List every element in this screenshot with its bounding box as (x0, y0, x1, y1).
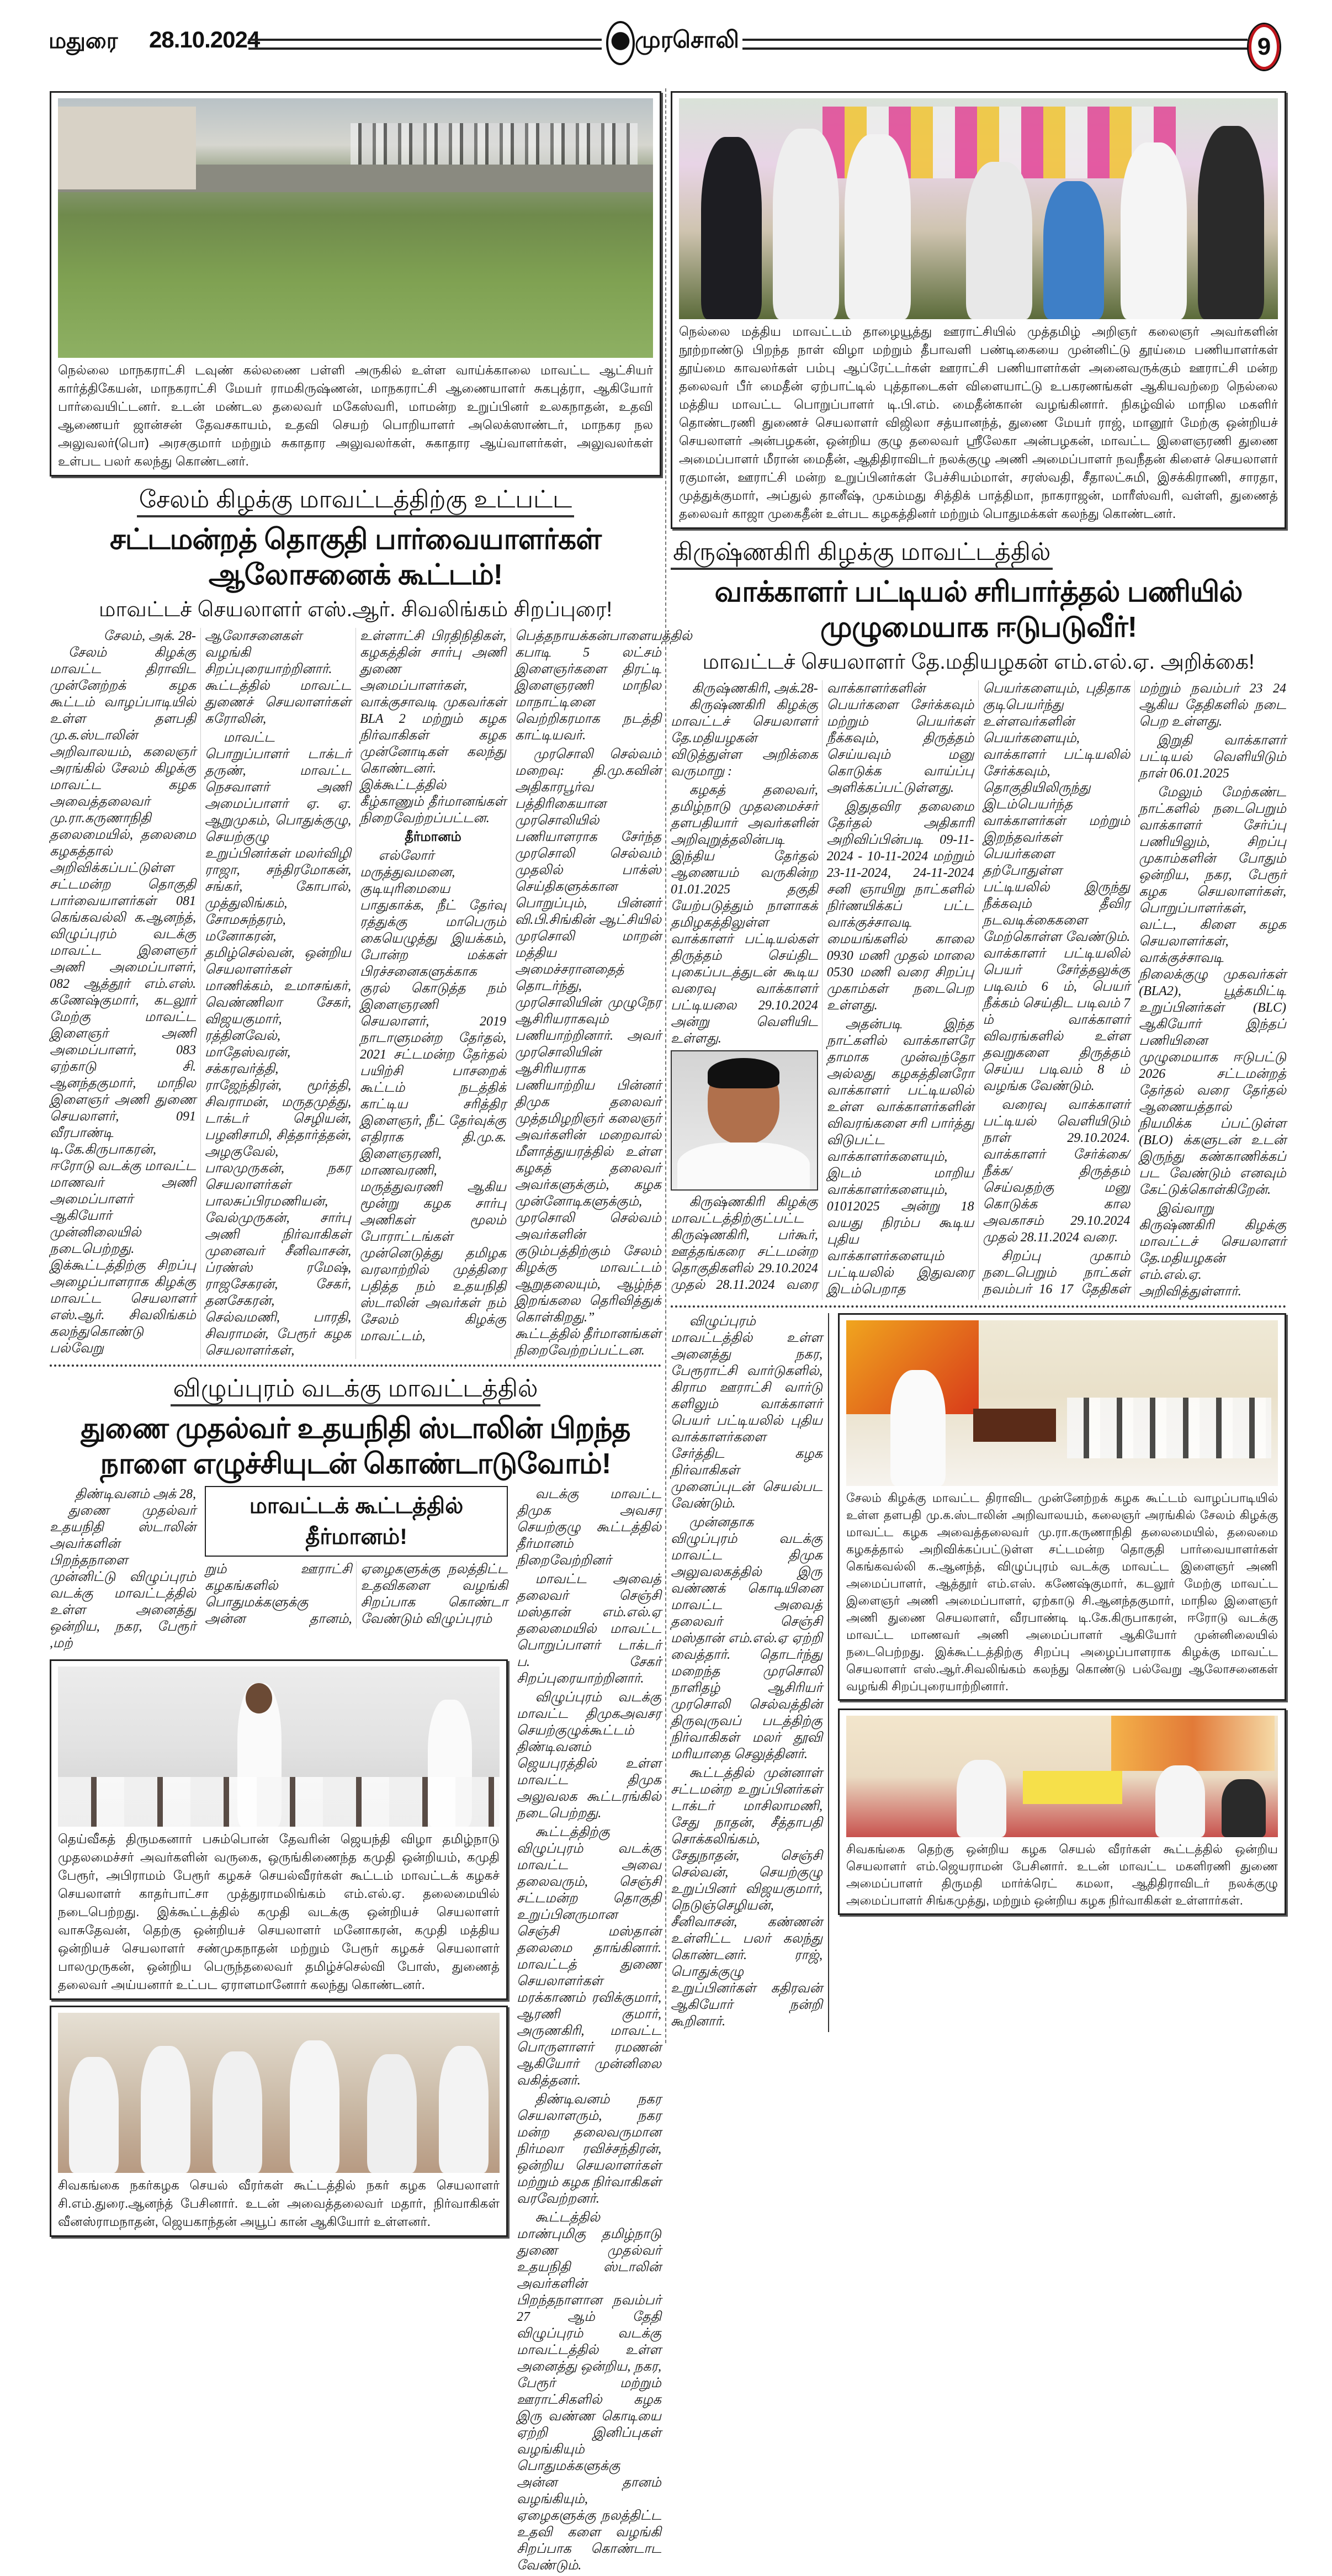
header-rule-left (248, 39, 602, 50)
section-divider (50, 1364, 661, 1367)
salem-paragraph: மாவட்ட பொறுப்பாளர் டாக்டர் தருண், மாவட்ட நெசவாளர் அணி அமைப்பாளர் ஏ. ஏ. ஆறுமுகம், பொதுக்குழு, செயற்குழு உறுப்பினர்கள் மலர்விழி ராஜா, சந்திரமோகன், சங்கர், கோபால், முத்துலிங்கம், சோமசுந்தரம், மனோகரன், தமிழ்செல்வன், ஒன்றிய செயலாளர்கள் மாணிக்கம், உமாசங்கர், வெண்ணிலா சேகர், விஜயகுமார், ரத்தினவேல், மாதேஸ்வரன், சக்கரவர்த்தி, ராஜேந்திரன், மூர்த்தி, சிவராமன், மருதமுத்து, டாக்டர் செழியன், பழனிசாமி, சித்தார்த்தன், அழகுவேல், பாலமுருகன், நகர செயலாளர்கள் பாலசுப்பிரமணியன், வேல்முருகன், சார்பு அணி நிர்வாகிகள் முனைவர் சீனிவாசன், ப்ரண்ஸ் ரமேஷ், ராஜசேகரன், சேகர், தனசேகரன், செல்வமணி, பாரதி, சிவராமன், பேரூர் கழக செயலாளர்கள், உள்ளாட்சி பிரதிநிதிகள், கழகத்தின் சார்பு அணி துணை அமைப்பாளர்கள், வாக்குசாவடி முகவர்கள் BLA 2 மற்றும் கழக நிர்வாகிகள் கழக முன்னோடிகள் கலந்து கொண்டனர். இக்கூட்டத்தில் கீழ்காணும் தீர்மானங்கள் நிறைவேற்றப்பட்டன. (205, 629, 506, 1358)
left-half (50, 91, 692, 2576)
villupuram-left-block (50, 1486, 508, 2237)
villupuram-paragraph: முன்னதாக விழுப்புரம் வடக்கு மாவட்ட திமுக அலுவலகத்தில் இரு வண்ணக் கொடியினை மாவட்ட அவைத் தலைவர் செஞ்சி மஸ்தான் எம்.எல்.ஏ ஏற்றி வைத்தார். தொடர்ந்து மறைந்த முரசொலி நாளிதழ் ஆசிரியர் முரசொலி செல்வத்தின் திருவுருவப் படத்திற்கு நிர்வாகிகள் மலர் தூவி மரியாதை செலுத்தினர். (671, 1515, 822, 1762)
villupuram-box-block (205, 1486, 508, 1628)
salem-dateline: சேலம், அக். 28- (103, 629, 196, 643)
salem-kicker (50, 483, 661, 516)
krishnagiri-paragraph: கிருஷ்ணகிரி கிழக்கு மாவட்டச் செயலாளர் தே.மதியழகன் விடுத்துள்ள அறிக்கை வருமாறு : (671, 698, 818, 779)
photo-thazhaiyuthu-event (679, 98, 1278, 319)
portrait-mathiyazhagan (671, 1050, 818, 1191)
photo-salem-meeting (846, 1320, 1278, 1486)
villupuram-lead-row (50, 1486, 508, 1654)
villupuram-mid-text (205, 1561, 508, 1628)
krishnagiri-kicker (671, 536, 1286, 569)
photo-kamuthi-meeting (58, 1667, 500, 1827)
photo-canal-inspection (58, 98, 653, 358)
rising-sun-logo-icon (606, 21, 635, 65)
krishnagiri-paragraph: இதுதவிர தலைமை தேர்தல் அதிகாரி அறிவிப்பின்படி 09-11-2024 - 10-11-2024 மற்றும் 23-11-2024, 24-11-2024 சனி ஞாயிறு நாட்களில் நிர்ணயிக்கப் பட்ட வாக்குச்சாவடி மையங்களில் காலை 0930 மணி முதல் மாலை 0530 மணி வரை சிறப்பு முகாம்கள் நடைபெற உள்ளது. (826, 800, 974, 1013)
photo-caption: நெல்லை மாநகராட்சி டவுண் கல்லணை பள்ளி அருகில் உள்ள வாய்க்காலை மாவட்ட ஆட்சியர் கார்த்திகேயன், மாநகராட்சி மேயர் ராமகிருஷ்ணன், மாநகராட்சி ஆணையாளர் சுகபுத்ரா, ஆகியோர் பார்வையிட்டனர். உடன் மண்டல தலைவர் மகேஸ்வரி, மாமன்ற உறுப்பினர் உலகநாதன், உதவி ஆணையர் ஜான்சன் தேவசகாயம், உதவி செயற் பொறியாளர் அலெக்ஸாண்டர், மாநகர நல அலுவலர்(பொ) அரசகுமார் மற்றும் சுகாதார அலுவலர்கள், சுகாதார ஆய்வாளர்கள், அலுவலர்கள் உள்பட பலர் கலந்து கொண்டனர். (58, 363, 653, 468)
section-divider (671, 1305, 1286, 1308)
krishnagiri-paragraph: கழகத் தலைவர், தமிழ்நாடு முதலமைச்சர் தளபதியார் அவர்களின் அறிவுறுத்தலின்படி இந்திய தேர்தல் ஆணையம் வருகின்ற 01.01.2025 தகுதி யேற்படுத்தும் நாளாகக் தமிழகத்திலுள்ள வாக்காளர் பட்டியல்கள் திருத்தம் செய்திட புகைப்படத்துடன் கூடிய வரைவு வாக்காளர் பட்டியலை 29.10.2024 அன்று வெளியிட உள்ளது. (671, 783, 818, 1046)
salem-headline: சட்டமன்றத் தொகுதி பார்வையாளர்கள் ஆலோசனைக் கூட்டம்! (109, 523, 602, 591)
photo-caption: சேலம் கிழக்கு மாவட்ட திராவிட முன்னேற்றக் கழக கூட்டம் வாழப்பாடியில் உள்ள தளபதி மு.க.ஸ்டாலின் அறிவாலயம், கலைஞர் அரங்கில் சேலம் கிழக்கு மாவட்ட கழக அவைத்தலைவர் மு.ரா.கருணாநிதி தலைமையில், தலைமை கழகத்தால் அறிவிக்கப்பட்டுள்ள சட்டமன்ற தொகுதி பார்வையாளர்கள் கெங்கவல்லி க.ஆனந்த், விழுப்புரம் வடக்கு மாவட்ட இளைஞர் அணி அமைப்பாளர், ஆத்தூர் எம்.எஸ். கணேஷ்குமார், கடலூர் மேற்கு மாவட்ட இளைஞர் அணி அமைப்பாளர், ஏற்காடு சி.ஆனந்தகுமார், மாநில இளைஞர் அணி துணை செயலாளர், வீரபாண்டி டி.கே.கிருபாகரன், ஈரோடு வடக்கு மாவட்ட மாணவர் அணி அமைப்பாளர் ஆகியோர் முன்னிலையில் நடைபெற்றது. இக்கூட்டத்திற்கு சிறப்பு அழைப்பாளராக கிழக்கு மாவட்ட செயலாளர் எஸ்.ஆர்.சிவலிங்கம் கலந்து கொண்டு பல்வேறு ஆலோசனைகள் வழங்கி சிறப்புரையாற்றினார். (846, 1491, 1278, 1693)
krishnagiri-paragraph: கிருஷ்ணகிரி கிழக்கு மாவட்டத்திற்குட்பட்ட கிருஷ்ணகிரி, பர்கூர், ஊத்தங்கரை சட்டமன்ற தொகுதிகளில் 29.10.2024 முதல் 28.11.2024 வரை வாக்காளர்களின் பெயர்களை சேர்க்கவும் மற்றும் பெயர்கள் நீக்கவும், திருத்தம் செய்யவும் மனு கொடுக்க வாய்ப்பு அளிக்கப்பட்டுள்ளது. (671, 681, 974, 1292)
photo-box-thazhaiyuthu-event (671, 91, 1286, 529)
villupuram-paragraph: கூட்டத்திற்கு விழுப்புரம் வடக்கு மாவட்ட அவை தலைவரும், செஞ்சி சட்டமன்ற தொகுதி உறுப்பினருமான செஞ்சி மஸ்தான் தலைமை தாங்கினார். மாவட்டத் துணை செயலாளர்கள் மரக்காணம் ரவிக்குமார், ஆரணி குமார், அருணகிரி, மாவட்ட பொருளாளர் ரமணன் ஆகியோர் முன்னிலை வகித்தனர். (517, 1825, 661, 2088)
villupuram-paragraph: திண்டிவனம் நகர செயலாளரும், நகர மன்ற தலைவருமான நிர்மலா ரவிச்சந்திரன், ஒன்றிய செயலாளர்கள் மற்றும் கழக நிர்வாகிகள் வரவேற்றனர். (517, 2092, 661, 2206)
villupuram-paragraph: மாவட்ட அவைத் தலைவர் செஞ்சி மஸ்தான் எம்.எல்.ஏ தலைமையில் மாவட்ட பொறுப்பாளர் டாக்டர் ப. சேகர் சிறப்புரையாற்றினார். (517, 1572, 661, 1686)
photo-box-sivagangai-south (838, 1708, 1286, 1915)
villupuram-paragraph: கூட்டத்தில் மாண்புமிகு தமிழ்நாடு துணை முதல்வர் உதயநிதி ஸ்டாலின் அவர்களின் பிறந்தநாளான நவம்பர் 27 ஆம் தேதி விழுப்புரம் வடக்கு மாவட்டத்தில் உள்ள அனைத்து ஒன்றிய, நகர, பேரூர் மற்றும் ஊராட்சிகளில் கழக இரு வண்ண கொடியை ஏற்றி இனிப்புகள் வழங்கியும் பொதுமக்களுக்கு அன்ன தானம் வழங்கியும், ஏழைகளுக்கு நலத்திட்ட உதவி களை வழங்கி சிறப்பாக கொண்டாட வேண்டும். (517, 2210, 661, 2573)
salem-paragraph: சேலம் கிழக்கு மாவட்ட திராவிட முன்னேற்றக் கழக கூட்டம் வாழப்பாடியில் உள்ள தளபதி மு.க.ஸ்டாலின் அறிவாலயம், கலைஞர் அரங்கில் சேலம் கிழக்கு மாவட்ட கழக அவைத்தலைவர் மு.ரா.கருணாநிதி தலைமையில், தலைமை கழகத்தால் அறிவிக்கப்பட்டுள்ள சட்டமன்ற தொகுதி பார்வையாளர்கள் 081 கெங்கவல்லி க.ஆனந்த், விழுப்புரம் வடக்கு மாவட்ட இளைஞர் அணி அமைப்பாளர், 082 ஆத்தூர் எம்.எஸ். கணேஷ்குமார், கடலூர் மேற்கு மாவட்ட இளைஞர் அணி அமைப்பாளர், 083 ஏற்காடு சி. ஆனந்தகுமார், மாநில இளைஞர் அணி துணை செயலாளர், 091 வீரபாண்டி டி.கே.கிருபாகரன், ஈரோடு வடக்கு மாவட்ட மாணவர் அணி அமைப்பாளர் ஆகியோர் முன்னிலையில் நடைபெற்றது. இக்கூட்டத்திற்கு சிறப்பு அழைப்பாளராக கிழக்கு மாவட்ட செயலாளர் எஸ்.ஆர். சிவலிங்கம் கலந்துகொண்டு பல்வேறு ஆலோசனைகள் வழங்கி சிறப்புரையாற்றினார். கூட்டத்தில் மாவட்ட துணைச் செயலாளர்கள் கரோலின், (50, 629, 351, 1356)
photo-caption: சிவகங்கை நகர்கழக செயல் வீரர்கள் கூட்டத்தில் நகர் கழக செயலாளர் சி.எம்.துரை.ஆனந்த் பேசினார். உடன் அவைத்தலைவர் மதார், நிர்வாகிகள் வீனஸ்ராமநாதன், ஜெயகாந்தன் அயூப் கான் ஆகியோர் உள்ளனர். (58, 2178, 500, 2229)
bottom-right-photos (838, 1313, 1286, 1915)
villupuram-article-continued (671, 1313, 829, 2032)
villupuram-kicker-text: விழுப்புரம் வடக்கு மாவட்டத்தில் (171, 1375, 540, 1406)
villupuram-kicker (50, 1372, 661, 1405)
salem-resolution-heading: தீர்மானம் (405, 830, 461, 844)
krishnagiri-dateline: கிருஷ்ணகிரி, அக்.28- (692, 681, 818, 696)
header-rule-right (742, 39, 1248, 50)
villupuram-resolution-box: மாவட்டக் கூட்டத்தில் தீர்மானம்! (205, 1486, 508, 1557)
photo-caption: தெய்வீகத் திருமகனார் பசும்பொன் தேவரின் ஜெயந்தி விழா தமிழ்நாடு முதலமைச்சர் அவர்களின் வருகை, ஒருங்கிணைந்த கமுதி ஒன்றியம், கமுதி பேரூர், அபிராமம் பேரூர் கழகச் செயல்வீரர்கள் கூட்டம் மாவட்டக் கழகச் செயலாளர் காதர்பாட்சா முத்துராமலிங்கம் எம்.எல்.ஏ. தலைமையில் நடைபெற்றது. இக்கூட்டத்தில் கமுதி வடக்கு ஒன்றியச் செயலாளர் வாசுதேவன், தெற்கு ஒன்றியச் செயலாளர் மனோகரன், கமுதி மத்திய ஒன்றியச் செயலாளர் சண்முகநாதன் மற்றும் பேரூர் கழகச் செயலாளர் பாலமுருகன், ஒன்றிய பெருந்தலைவர் தமிழ்ச்செல்வி போஸ், துணைத் தலைவர் அய்யனார் உட்பட ஏராளமானோர் கலந்து கொண்டனர். (58, 1832, 500, 1992)
photo-caption: சிவகங்கை தெற்கு ஒன்றிய கழக செயல் வீரர்கள் கூட்டத்தில் ஒன்றிய செயலாளர் எம்.ஜெயராமன் பேசினார். உடன் மாவட்ட மகளிரணி துணை அமைப்பாளர் திருமதி மார்க்ரெட் கமலா, ஆதிதிராவிடர் நலக்குழு அமைப்பாளர் சிங்கமுத்து, மற்றும் ஒன்றிய கழக நிர்வாகிகள் உள்ளார்கள். (846, 1842, 1278, 1907)
krishnagiri-paragraph: சிறப்பு முகாம் நடைபெறும் நாட்கள் நவம்பர் 16 17 தேதிகள் மற்றும் நவம்பர் 23 24 ஆகிய தேதிகளில் நடை பெற உள்ளது. (983, 681, 1286, 1297)
photo-sivagangai-south (846, 1716, 1278, 1837)
column-divider (665, 88, 666, 2043)
villupuram-paragraph: விழுப்புரம் மாவட்டத்தில் உள்ள அனைத்து நகர, பேரூராட்சி வார்டுகளில், கிராம ஊராட்சி வார்டு களிலும் வாக்காளர் பெயர் பட்டியலில் புதிய வாக்காளர்களை சேர்த்திட கழக நிர்வாகிகள் முனைப்புடன் செயல்பட வேண்டும். (671, 1314, 822, 1511)
villupuram-dateline: திண்டிவனம் அக் 28, (75, 1487, 196, 1501)
edition-date: 28.10.2024 (149, 27, 260, 52)
krishnagiri-headline: வாக்காளர் பட்டியல் சரிபார்த்தல் பணியில் முழுமையாக ஈடுபடுவீர்! (714, 576, 1243, 643)
right-half (671, 91, 1286, 2032)
salem-subheadline: மாவட்டச் செயலாளர் எஸ்.ஆர். சிவலிங்கம் சிறப்புரை! (98, 598, 613, 621)
villupuram-lead-column (50, 1486, 196, 1654)
page-number-badge: 9 (1249, 24, 1280, 70)
krishnagiri-paragraph: அதன்படி இந்த நாட்களில் வாக்காளரே தாமாக முன்வந்தோ அல்லது கழகத்தினரோ வாக்காளர் பட்டியலில் உள்ள வாக்காளர்களின் விவரங்களை சரி பார்த்து விடுபட்ட வாக்காளர்களையும், இடம் மாறிய வாக்காளர்களையும், 01012025 அன்று 18 வயது நிரம்ப கூடிய புதிய வாக்காளர்களையும் பட்டியலில் இதுவரை இடம்பெறாத பெயர்களையும், புதிதாக குடிபெயர்ந்து உள்ளவர்களின் பெயர்களையும், வாக்காளர் பட்டியலில் சேர்க்கவும், தொகுதியிலிருந்து இடம்பெயர்ந்த வாக்காளர்கள் மற்றும் இறந்தவர்கள் பெயர்களை தற்போதுள்ள பட்டியலில் இருந்து நீக்கவும் தீவிர நடவடிக்கைகளை மேற்கொள்ள வேண்டும். வாக்காளர் பட்டியலில் பெயர் சேர்த்தலுக்கு படிவம் 6 ம், பெயர் நீக்கம் செய்திட படிவம் 7 ம் வாக்காளர் விவரங்களில் உள்ள தவறுகளை திருத்தம் செய்ய படிவம் 8 ம் வழங்க வேண்டும். (826, 681, 1131, 1297)
salem-paragraph: முரசொலி செல்வம் மறைவு: தி.மு.கவின் அதிகாரபூர்வ பத்திரிகையான முரசொலியில் பணியாளராக சேர்ந்த முரசொலி செல்வம் முதலில் பாக்ஸ் செய்திகளுக்கான பொறுப்பும், பின்னர் வி.பி.சிங்கின் ஆட்சியில் முரசொலி மாறன் மத்திய அமைச்சரானதைத் தொடர்ந்து, முரசொலியின் முழுநேர ஆசிரியராகவும் பணியாற்றினார். அவர் முரசொலியின் ஆசிரியராக பணியாற்றிய பின்னர் திமுக தலைவர் முத்தமிழறிஞர் கலைஞர் அவர்களின் மறைவால் மீளாத்துயரத்தில் உள்ள கழகத் தலைவர் அவர்களுக்கும், கழக முன்னோடிகளுக்கும், முரசொலி செல்வம் அவர்களின் குடும்பத்திற்கும் சேலம் கிழக்கு மாவட்டம் ஆறுதலையும், ஆழ்ந்த இறங்கலை தெரிவித்துக் கொள்கிறது.” கூட்டத்தில் தீர்மானங்கள் நிறைவேற்றப்பட்டன. (515, 747, 661, 1358)
krishnagiri-paragraph: இவ்வாறு கிருஷ்ணகிரி கிழக்கு மாவட்டச் செயலாளர் தே.மதியழகன் எம்.எல்.ஏ. அறிவித்துள்ளார். (1139, 1202, 1286, 1299)
villupuram-paragraph: வடக்கு மாவட்ட திமுக அவசர செயற்குழு கூட்டத்தில் தீர்மானம் நிறைவேற்றினர் (517, 1487, 661, 1568)
photo-box-salem-meeting (838, 1313, 1286, 1701)
photo-sivagangai-town (58, 2013, 500, 2173)
krishnagiri-paragraph: இறுதி வாக்காளர் பட்டியல் வெளியிடும் நாள் 06.01.2025 (1139, 733, 1286, 781)
salem-article-body (50, 628, 692, 1359)
photo-box-kamuthi-meeting (50, 1659, 508, 2000)
krishnagiri-article-body (671, 680, 1286, 1300)
photo-caption: நெல்லை மத்திய மாவட்டம் தாழையூத்து ஊராட்சியில் முத்தமிழ் அறிஞர் கலைஞர் அவர்களின் நூற்றாண்டு பிறந்த நாள் விழா மற்றும் தீபாவளி பண்டிகையை முன்னிட்டு தூய்மை பணியாளர்கள் தூய்மை காவலர்கள் பம்பு ஆப்ரேட்டர்கள் ஊராட்சி பணியாளர்கள் அனைவருக்கும் ஊராட்சி மன்ற தலைவர் பீர் மைதீன் ஏற்பாட்டில் புத்தாடைகள் விளையாட்டு உபகரணங்கள் ஆகியவற்றை நெல்லை மத்திய மாவட்ட பொறுப்பாளர் டி.பி.எம். மைதீன்கான் வழங்கினார். நிகழ்வில் மாநில மகளிர் தொண்டரணி துணைச் செயலாளர் விஜிலா சத்யானந்த், துணை மேயர் ராஜ், மானூர் மேற்கு ஒன்றியச் செயலாளர் அன்பழகன், ஒன்றிய குழு தலைவர் ஸ்ரீலேகா அன்பழகன், மாவட்ட இளைஞரணி துணை அமைப்பாளர் மீரான் மைதீன், ஆதிதிராவிடர் நலக்குழு அணி அமைப்பாளர் நவநீதன் கிளைச் செயலாளர் ரகுமான், ஊராட்சி மன்ற உறுப்பினர்கள் பேச்சியம்மாள், சரஸ்வதி, சீதாலட்சுமி, இசக்கிராணி, சாரதா, முத்துக்குமார், அப்துல் தானீஷ், முகம்மது சித்திக் பாத்திமா, நாகராஜன், மாரீஸ்வரி, வள்ளி, துணைத் தலைவர் காஜா முகைதீன் உள்பட கழகத்தினர் மற்றும் பொதுமக்கள் கலந்து கொண்டனர். (679, 324, 1278, 521)
krishnagiri-subheadline: மாவட்டச் செயலாளர் தே.மதியழகன் எம்.எல்.ஏ. அறிக்கை! (702, 650, 1255, 674)
salem-paragraph: எல்லோர் மருத்துவமனை, குடியுரிமையை பாதுகாக்க, நீட் தேர்வு ரத்துக்கு மாபெரும் கையெழுத்து இயக்கம், போன்ற மக்கள் பிரச்சனைகளுக்காக குரல் கொடுத்த நம் இளைஞரணி செயலாளர், 2019 நாடாளுமன்ற தேர்தல், 2021 சட்டமன்ற தேர்தல் பயிற்சி பாசறைக் கூட்டம் நடத்திக் காட்டிய சரித்திர இளைஞர், நீட் தேர்வுக்கு எதிராக தி.மு.க. இளைஞரணி, மாணவரணி, மருத்துவரணி ஆகிய மூன்று கழக சார்பு அணிகள் மூலம் போராட்டங்கள் முன்னெடுத்து தமிழக வரலாற்றில் முத்திரை பதித்த நம் உதயநிதி ஸ்டாலின் அவர்கள் நம் சேலம் கிழக்கு மாவட்டம், பெத்தநாயக்கன்பாளையத்தில் கபாடி 5 லட்சம் இளைஞர்களை திரட்டி இளைஞரணி மாநில மாநாட்டினை வெற்றிகரமாக நடத்தி காட்டியவர். (360, 629, 692, 1343)
photo-box-sivagangai-town (50, 2006, 508, 2237)
bottom-right-row (671, 1313, 1286, 2032)
photo-box-canal-inspection (50, 91, 661, 477)
krishnagiri-paragraph: வரைவு வாக்காளர் பட்டியல் வெளியிடும் நாள் 29.10.2024. வாக்காளர் சேர்க்கை/ நீக்க/ திருத்தம் செய்வதற்கு மனு கொடுக்க கால அவகாசம் 29.10.2024 முதல் 28.11.2024 வரை. (983, 1098, 1131, 1245)
villupuram-article-body (517, 1486, 661, 2576)
krishnagiri-kicker-text: கிருஷ்ணகிரி கிழக்கு மாவட்டத்தில் (671, 538, 1053, 570)
krishnagiri-paragraph: மேலும் மேற்கண்ட நாட்களில் நடைபெறும் வாக்காளர் சேர்ப்பு பணியிலும், சிறப்பு முகாம்களின் போதும் ஒன்றிய, நகர, பேரூர் கழக செயலாளர்கள், பொறுப்பாளர்கள், வட்ட, கிளை கழக செயலாளர்கள், வாக்குச்சாவடி நிலைக்குழு முகவர்கள் (BLA2), பூத்கமிட்டி உறுப்பினர்கள் (BLC) ஆகியோர் இந்தப் பணியினை முழுமையாக ஈடுபட்டு 2026 சட்டமன்றத் தேர்தல் வரை தேர்தல் ஆணையத்தால் நியமிக்க ப்பட்டுள்ள (BLO) க்களுடன் உடன் இருந்து கண்காணிக்கப் பட வேண்டும் எனவும் கேட்டுக்கொள்கிறேன். (1139, 785, 1286, 1197)
salem-kicker-text: சேலம் கிழக்கு மாவட்டத்திற்கு உட்பட்ட (137, 486, 574, 517)
villupuram-headline: துணை முதல்வர் உதயநிதி ஸ்டாலின் பிறந்த நாளை எழுச்சியுடன் கொண்டாடுவோம்! (81, 1413, 630, 1480)
edition-city: மதுரை (49, 29, 118, 53)
masthead-title: முரசொலி (635, 27, 739, 52)
villupuram-paragraph: றும் ஊராட்சி கழகங்களில் பொதுமக்களுக்கு அன்ன தானம், ஏழைகளுக்கு நலத்திட்ட உதவிகளை வழங்கி சிறப்பாக கொண்டா வேண்டும் விழுப்புரம் (205, 1562, 508, 1626)
villupuram-paragraph: விழுப்புரம் வடக்கு மாவட்ட திமுகஅவசர செயற்குழுக்கூட்டம் திண்டிவனம் ஜெயபுரத்தில் உள்ள மாவட்ட திமுக அலுவலக கூட்டரங்கில் நடைபெற்றது. (517, 1690, 661, 1821)
villupuram-paragraph: துணை முதல்வர் உதயநிதி ஸ்டாலின் அவர்களின் பிறந்தநாளை முன்னிட்டு விழுப்புரம் வடக்கு மாவட்டத்தில் உள்ள அனைத்து ஒன்றிய, நகர, பேரூர் ,மற் (50, 1504, 196, 1651)
villupuram-paragraph: கூட்டத்தில் முன்னாள் சட்டமன்ற உறுப்பினர்கள் டாக்டர் மாசிலாமணி, சேது நாதன், சீத்தாபதி சொக்கலிங்கம், சேதுநாதன், செஞ்சி செல்வன், செயற்குழு உறுப்பினர் விஜயகுமார், நெடுஞ்செழியன், சீனிவாசன், கண்ணன் உள்ளிட்ட பலர் கலந்து கொண்டனர். ராஜ், பொதுக்குழு உறுப்பினர்கள் கதிரவன் ஆகியோர் நன்றி கூறினார். (671, 1766, 822, 2029)
villupuram-body-row (50, 1486, 661, 2576)
